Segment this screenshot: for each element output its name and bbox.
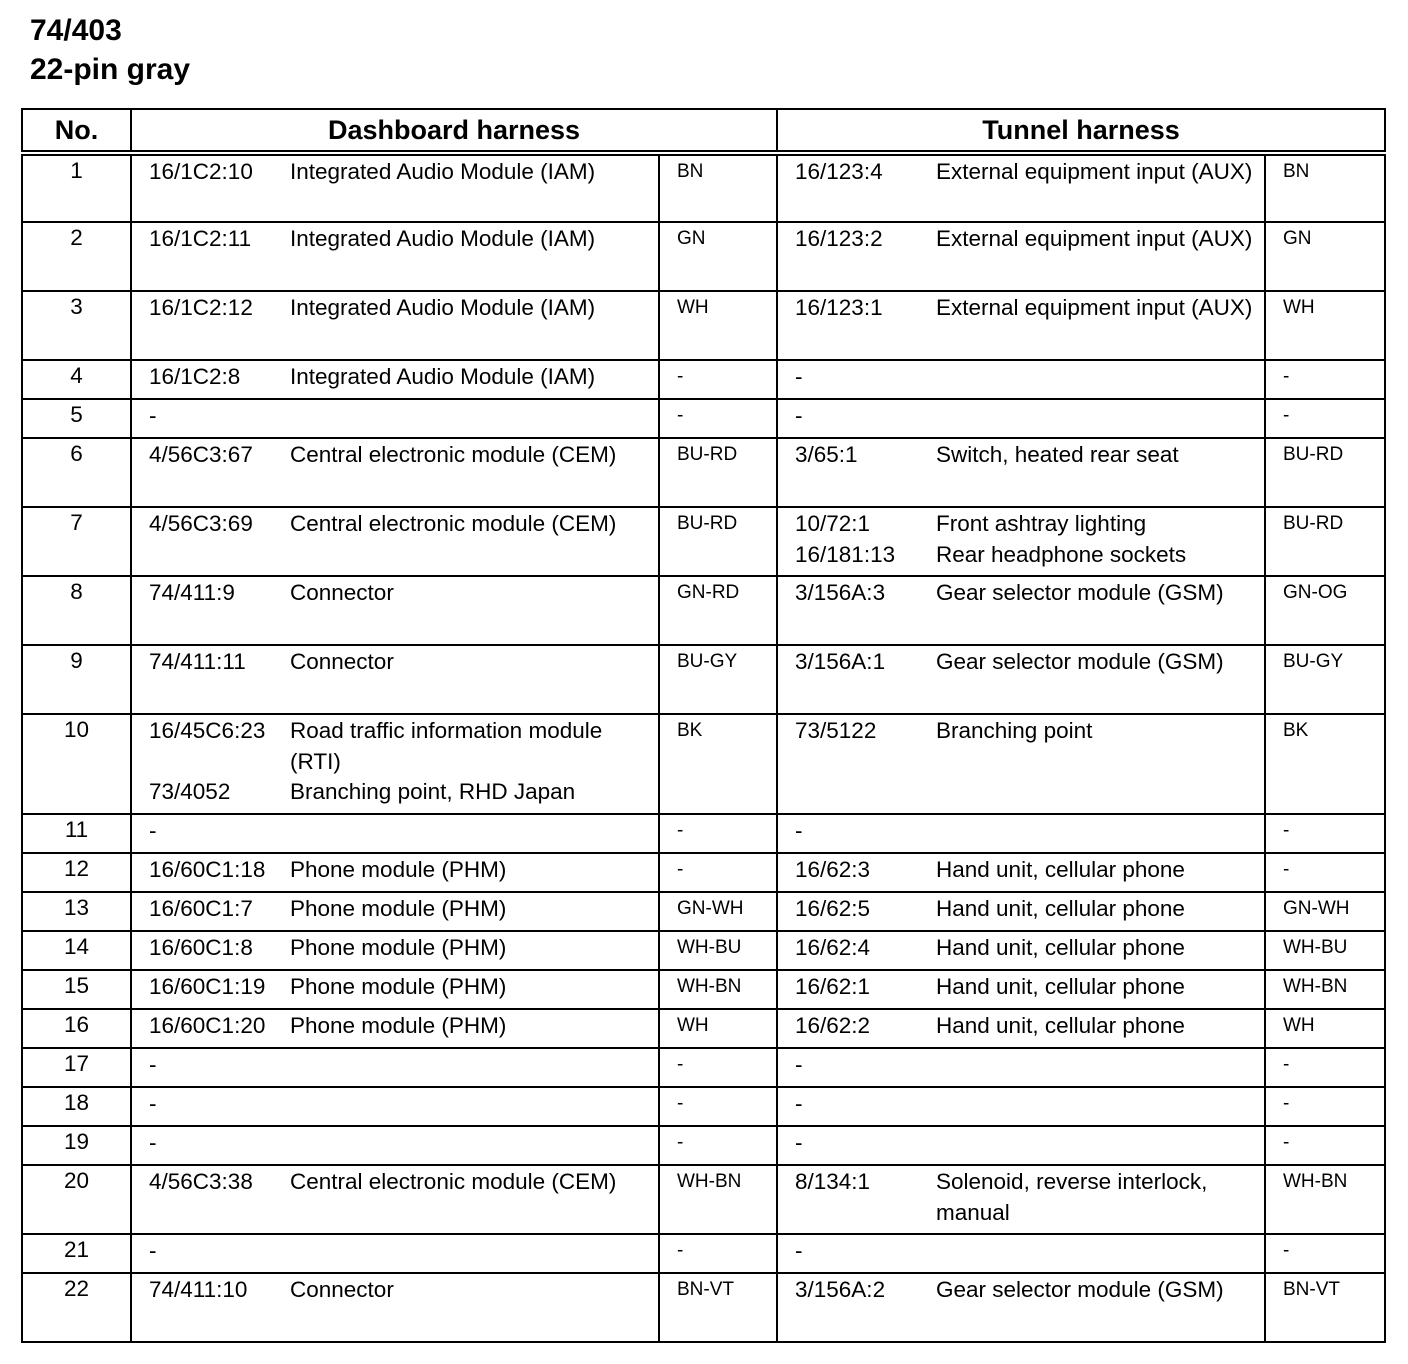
- dash-component-ref: 16/1C2:10: [149, 159, 253, 184]
- tun_color-wire-color: BN: [1265, 153, 1385, 222]
- dash-component-cell: [131, 892, 659, 931]
- tun-component-ref: -: [795, 1091, 803, 1116]
- dash-component: [149, 293, 658, 324]
- dash_color-wire-color: -: [659, 1087, 777, 1126]
- dash_color-wire-color: -: [659, 360, 777, 399]
- dash-component: [149, 1011, 658, 1042]
- tun-component-desc: Gear selector module (GSM): [936, 580, 1224, 605]
- dash-component: [149, 777, 658, 808]
- dash-component-cell: [131, 360, 659, 399]
- dash-component-ref: 16/60C1:19: [149, 974, 266, 999]
- dash-component: [149, 647, 658, 678]
- tun_color-wire-color: -: [1265, 1087, 1385, 1126]
- tun-component: [795, 440, 1264, 471]
- table-row: [22, 291, 1385, 360]
- table-row: [22, 507, 1385, 576]
- dash-component-cell: [131, 853, 659, 892]
- tun-component: [795, 1128, 1264, 1159]
- tun_color-wire-color: GN-WH: [1265, 892, 1385, 931]
- pin-number: 21: [22, 1234, 131, 1273]
- dash-component-cell: [131, 291, 659, 360]
- dash_color-wire-color: WH-BN: [659, 970, 777, 1009]
- dash_color-wire-color: GN-WH: [659, 892, 777, 931]
- tun-component-ref: 16/123:2: [795, 226, 883, 251]
- dash_color-wire-color: BU-RD: [659, 507, 777, 576]
- dash-component: [149, 855, 658, 886]
- dash-component: [149, 894, 658, 925]
- pin-number: 6: [22, 438, 131, 507]
- dash_color-wire-color: -: [659, 814, 777, 853]
- tun-component-desc: Gear selector module (GSM): [936, 649, 1224, 674]
- dash-component-ref: 16/1C2:12: [149, 295, 253, 320]
- dash-component-desc: Connector: [290, 580, 394, 605]
- pin-number: 22: [22, 1273, 131, 1342]
- tun_color-wire-color: GN-OG: [1265, 576, 1385, 645]
- dash-component: [149, 1167, 658, 1198]
- dash-component-desc: Road traffic information module (RTI): [290, 718, 603, 774]
- tun-component-ref: 3/156A:2: [795, 1277, 886, 1302]
- tun-component-ref: 10/72:1: [795, 511, 871, 536]
- header-tunnel: Tunnel harness: [777, 109, 1385, 153]
- pin-number: 4: [22, 360, 131, 399]
- tun_color-wire-color: -: [1265, 853, 1385, 892]
- table-row: [22, 714, 1385, 814]
- pin-number: 11: [22, 814, 131, 853]
- tun-component-desc: Hand unit, cellular phone: [936, 857, 1185, 882]
- dash-component-desc: Connector: [290, 649, 394, 674]
- dash-component-desc: Branching point, RHD Japan: [290, 779, 576, 804]
- tun-component-cell: [777, 153, 1265, 222]
- dash-component: [149, 972, 658, 1003]
- tun-component: [795, 578, 1264, 609]
- tun-component-desc: Branching point: [936, 718, 1093, 743]
- tun-component-cell: [777, 576, 1265, 645]
- dash-component: [149, 578, 658, 609]
- tun_color-wire-color: -: [1265, 1048, 1385, 1087]
- dash-component-desc: Phone module (PHM): [290, 935, 507, 960]
- dash_color-wire-color: -: [659, 1126, 777, 1165]
- pin-number: 14: [22, 931, 131, 970]
- dash-component-desc: Phone module (PHM): [290, 1013, 507, 1038]
- dash-component-ref: -: [149, 403, 157, 428]
- tun-component-ref: -: [795, 403, 803, 428]
- tun-component-desc: Hand unit, cellular phone: [936, 974, 1185, 999]
- tun-component-ref: 3/156A:1: [795, 649, 886, 674]
- dash-component: [149, 440, 658, 471]
- tun-component-cell: [777, 892, 1265, 931]
- table-row: [22, 1009, 1385, 1048]
- tun-component: [795, 855, 1264, 886]
- dash-component: [149, 1050, 658, 1081]
- dash_color-wire-color: WH-BU: [659, 931, 777, 970]
- table-body: [22, 153, 1385, 1342]
- dash-component-cell: [131, 1234, 659, 1273]
- dash-component-ref: 16/60C1:20: [149, 1013, 266, 1038]
- tun-component-desc: Switch, heated rear seat: [936, 442, 1179, 467]
- pin-number: 10: [22, 714, 131, 814]
- tun-component-cell: [777, 438, 1265, 507]
- dash_color-wire-color: BK: [659, 714, 777, 814]
- dash_color-wire-color: WH: [659, 291, 777, 360]
- dash-component: [149, 362, 658, 393]
- tun_color-wire-color: BU-GY: [1265, 645, 1385, 714]
- tun-component-cell: [777, 360, 1265, 399]
- table-row: [22, 222, 1385, 291]
- dash-component-ref: -: [149, 1238, 157, 1263]
- tun_color-wire-color: -: [1265, 360, 1385, 399]
- dash-component: [149, 1128, 658, 1159]
- dash-component: [149, 401, 658, 432]
- dash-component-cell: [131, 222, 659, 291]
- tun-component-desc: Front ashtray lighting: [936, 511, 1147, 536]
- dash-component: [149, 509, 658, 540]
- dash-component-ref: -: [149, 1052, 157, 1077]
- connector-number: 74/403: [30, 14, 122, 47]
- tun-component: [795, 716, 1264, 747]
- dash-component-desc: Integrated Audio Module (IAM): [290, 364, 596, 389]
- tun-component-cell: [777, 1087, 1265, 1126]
- tun-component-desc: External equipment input (AUX): [936, 159, 1253, 184]
- dash-component-ref: 16/60C1:8: [149, 935, 253, 960]
- tun_color-wire-color: WH-BN: [1265, 1165, 1385, 1234]
- dash_color-wire-color: WH: [659, 1009, 777, 1048]
- tun-component-ref: 16/123:1: [795, 295, 883, 320]
- tun-component-cell: [777, 507, 1265, 576]
- tun-component-desc: Solenoid, reverse interlock, manual: [936, 1169, 1208, 1225]
- pin-number: 2: [22, 222, 131, 291]
- table-row: [22, 853, 1385, 892]
- dash-component-cell: [131, 814, 659, 853]
- tun-component-desc: Hand unit, cellular phone: [936, 935, 1185, 960]
- connector-description: 22-pin gray: [30, 53, 191, 86]
- pin-number: 18: [22, 1087, 131, 1126]
- tun_color-wire-color: -: [1265, 814, 1385, 853]
- tun-component: [795, 972, 1264, 1003]
- dash-component-cell: [131, 931, 659, 970]
- tun-component: [795, 647, 1264, 678]
- dash_color-wire-color: -: [659, 1048, 777, 1087]
- dash-component-cell: [131, 1048, 659, 1087]
- table-row: [22, 360, 1385, 399]
- dash-component-cell: [131, 507, 659, 576]
- tun-component-ref: 16/62:1: [795, 974, 871, 999]
- tun-component-ref: 16/62:5: [795, 896, 871, 921]
- dash-component-desc: Integrated Audio Module (IAM): [290, 295, 596, 320]
- table-row: [22, 1126, 1385, 1165]
- table-row: [22, 576, 1385, 645]
- dash-component-cell: [131, 970, 659, 1009]
- tun-component: [795, 293, 1264, 324]
- tun-component-cell: [777, 814, 1265, 853]
- pin-number: 17: [22, 1048, 131, 1087]
- tun-component-ref: -: [795, 364, 803, 389]
- tun-component-ref: 16/123:4: [795, 159, 883, 184]
- tun-component-ref: 73/5122: [795, 718, 877, 743]
- tun-component-cell: [777, 931, 1265, 970]
- table-row: [22, 970, 1385, 1009]
- dash-component-cell: [131, 1087, 659, 1126]
- tun-component-ref: 3/65:1: [795, 442, 858, 467]
- dash_color-wire-color: GN: [659, 222, 777, 291]
- tun_color-wire-color: BU-RD: [1265, 438, 1385, 507]
- tun-component: [795, 1167, 1264, 1228]
- dash_color-wire-color: WH-BN: [659, 1165, 777, 1234]
- dash-component: [149, 224, 658, 255]
- table-row: [22, 645, 1385, 714]
- dash-component: [149, 1275, 658, 1306]
- pin-number: 7: [22, 507, 131, 576]
- dash-component-ref: 74/411:10: [149, 1277, 248, 1302]
- dash_color-wire-color: -: [659, 1234, 777, 1273]
- tun-component-ref: -: [795, 1130, 803, 1155]
- dash-component: [149, 1236, 658, 1267]
- tun-component-desc: External equipment input (AUX): [936, 295, 1253, 320]
- table-header-row: [22, 109, 1385, 153]
- table-row: [22, 1234, 1385, 1273]
- tun_color-wire-color: -: [1265, 399, 1385, 438]
- dash-component-ref: 16/60C1:7: [149, 896, 253, 921]
- dash-component-ref: 73/4052: [149, 779, 231, 804]
- dash-component-cell: [131, 153, 659, 222]
- pin-number: 13: [22, 892, 131, 931]
- tun_color-wire-color: WH-BU: [1265, 931, 1385, 970]
- dash-component: [149, 1089, 658, 1120]
- dash-component-ref: -: [149, 1091, 157, 1116]
- pin-number: 8: [22, 576, 131, 645]
- pin-number: 20: [22, 1165, 131, 1234]
- table-row: [22, 892, 1385, 931]
- tun-component-ref: -: [795, 1238, 803, 1263]
- tun_color-wire-color: GN: [1265, 222, 1385, 291]
- tun-component-cell: [777, 222, 1265, 291]
- dash_color-wire-color: -: [659, 853, 777, 892]
- tun-component-cell: [777, 1009, 1265, 1048]
- pin-number: 1: [22, 153, 131, 222]
- dash-component-ref: 16/1C2:8: [149, 364, 241, 389]
- tun-component: [795, 933, 1264, 964]
- dash-component-ref: 74/411:9: [149, 580, 235, 605]
- dash_color-wire-color: BN-VT: [659, 1273, 777, 1342]
- dash-component-desc: Central electronic module (CEM): [290, 511, 617, 536]
- tun-component: [795, 1275, 1264, 1306]
- dash-component-ref: 4/56C3:69: [149, 511, 253, 536]
- tun-component-ref: 16/62:2: [795, 1013, 871, 1038]
- dash-component-desc: Integrated Audio Module (IAM): [290, 226, 596, 251]
- tun-component-cell: [777, 1165, 1265, 1234]
- tun-component: [795, 401, 1264, 432]
- tun-component-desc: Rear headphone sockets: [936, 541, 1187, 567]
- pin-number: 5: [22, 399, 131, 438]
- dash-component-ref: 4/56C3:38: [149, 1169, 253, 1194]
- dash-component-desc: Central electronic module (CEM): [290, 1169, 617, 1194]
- tun-component-desc: Hand unit, cellular phone: [936, 896, 1185, 921]
- tun-component-cell: [777, 714, 1265, 814]
- pin-number: 19: [22, 1126, 131, 1165]
- dash-component-desc: Connector: [290, 1277, 394, 1302]
- pin-table: [21, 108, 1386, 1343]
- tun_color-wire-color: BK: [1265, 714, 1385, 814]
- dash-component-cell: [131, 645, 659, 714]
- tun-component-ref: 8/134:1: [795, 1169, 871, 1194]
- tun-component-cell: [777, 1273, 1265, 1342]
- tun-component: [795, 157, 1264, 188]
- tun-component-ref: 3/156A:3: [795, 580, 886, 605]
- dash-component-cell: [131, 438, 659, 507]
- tun-component-cell: [777, 853, 1265, 892]
- table-row: [22, 153, 1385, 222]
- dash-component-desc: Phone module (PHM): [290, 974, 507, 999]
- tun_color-wire-color: -: [1265, 1126, 1385, 1165]
- pin-number: 16: [22, 1009, 131, 1048]
- tun-component-desc: External equipment input (AUX): [936, 226, 1253, 251]
- pin-number: 9: [22, 645, 131, 714]
- dash-component: [149, 716, 658, 777]
- table-row: [22, 1048, 1385, 1087]
- header-dashboard: Dashboard harness: [131, 109, 777, 153]
- dash_color-wire-color: -: [659, 399, 777, 438]
- tun_color-wire-color: WH: [1265, 1009, 1385, 1048]
- tun-component-desc: Gear selector module (GSM): [936, 1277, 1224, 1302]
- tun-component-cell: [777, 645, 1265, 714]
- dash-component-cell: [131, 1273, 659, 1342]
- tun_color-wire-color: -: [1265, 1234, 1385, 1273]
- dash-component-cell: [131, 714, 659, 814]
- tun_color-wire-color: BN-VT: [1265, 1273, 1385, 1342]
- pin-number: 3: [22, 291, 131, 360]
- tun-component-cell: [777, 1126, 1265, 1165]
- tun-component: [795, 1236, 1264, 1267]
- dash-component: [149, 933, 658, 964]
- tun-component: [795, 1089, 1264, 1120]
- tun-component-cell: [777, 970, 1265, 1009]
- tun_color-wire-color: WH-BN: [1265, 970, 1385, 1009]
- dash_color-wire-color: BU-GY: [659, 645, 777, 714]
- tun_color-wire-color: WH: [1265, 291, 1385, 360]
- tun-component: [795, 894, 1264, 925]
- dash-component-desc: Central electronic module (CEM): [290, 442, 617, 467]
- dash_color-wire-color: BU-RD: [659, 438, 777, 507]
- dash-component-desc: Phone module (PHM): [290, 857, 507, 882]
- tun-component-cell: [777, 399, 1265, 438]
- tun-component-ref: 16/181:13: [795, 541, 896, 567]
- dash-component: [149, 157, 658, 188]
- tun-component-ref: -: [795, 818, 803, 843]
- tun-component: [795, 816, 1264, 847]
- dash-component-ref: 16/60C1:18: [149, 857, 266, 882]
- table-row: [22, 931, 1385, 970]
- tun-component: [795, 224, 1264, 255]
- dash_color-wire-color: BN: [659, 153, 777, 222]
- dash-component-ref: 16/45C6:23: [149, 718, 266, 743]
- tun-component: [795, 1011, 1264, 1042]
- tun-component: [795, 509, 1264, 540]
- dash-component-cell: [131, 1009, 659, 1048]
- tun_color-wire-color: BU-RD: [1265, 507, 1385, 576]
- dash-component-ref: -: [149, 1130, 157, 1155]
- table-row: [22, 814, 1385, 853]
- dash-component-cell: [131, 399, 659, 438]
- tun-component-ref: 16/62:4: [795, 935, 871, 960]
- table-row: [22, 438, 1385, 507]
- table-row: [22, 1087, 1385, 1126]
- tun-component: [795, 540, 1264, 571]
- dash_color-wire-color: GN-RD: [659, 576, 777, 645]
- table-row: [22, 399, 1385, 438]
- pin-number: 12: [22, 853, 131, 892]
- dash-component-ref: -: [149, 818, 157, 843]
- dash-component-ref: 4/56C3:67: [149, 442, 253, 467]
- dash-component-cell: [131, 576, 659, 645]
- tun-component-cell: [777, 1048, 1265, 1087]
- dash-component-cell: [131, 1165, 659, 1234]
- tun-component-cell: [777, 1234, 1265, 1273]
- dash-component-desc: Integrated Audio Module (IAM): [290, 159, 596, 184]
- pin-number: 15: [22, 970, 131, 1009]
- tun-component-ref: 16/62:3: [795, 857, 871, 882]
- tun-component-ref: -: [795, 1052, 803, 1077]
- tun-component-desc: Hand unit, cellular phone: [936, 1013, 1185, 1038]
- dash-component: [149, 816, 658, 847]
- tun-component-cell: [777, 291, 1265, 360]
- dash-component-ref: 16/1C2:11: [149, 226, 252, 251]
- header-no: No.: [22, 109, 131, 153]
- dash-component-desc: Phone module (PHM): [290, 896, 507, 921]
- dash-component-ref: 74/411:11: [149, 649, 246, 674]
- table-row: [22, 1165, 1385, 1234]
- table-row: [22, 1273, 1385, 1342]
- tun-component: [795, 1050, 1264, 1081]
- tun-component: [795, 362, 1264, 393]
- dash-component-cell: [131, 1126, 659, 1165]
